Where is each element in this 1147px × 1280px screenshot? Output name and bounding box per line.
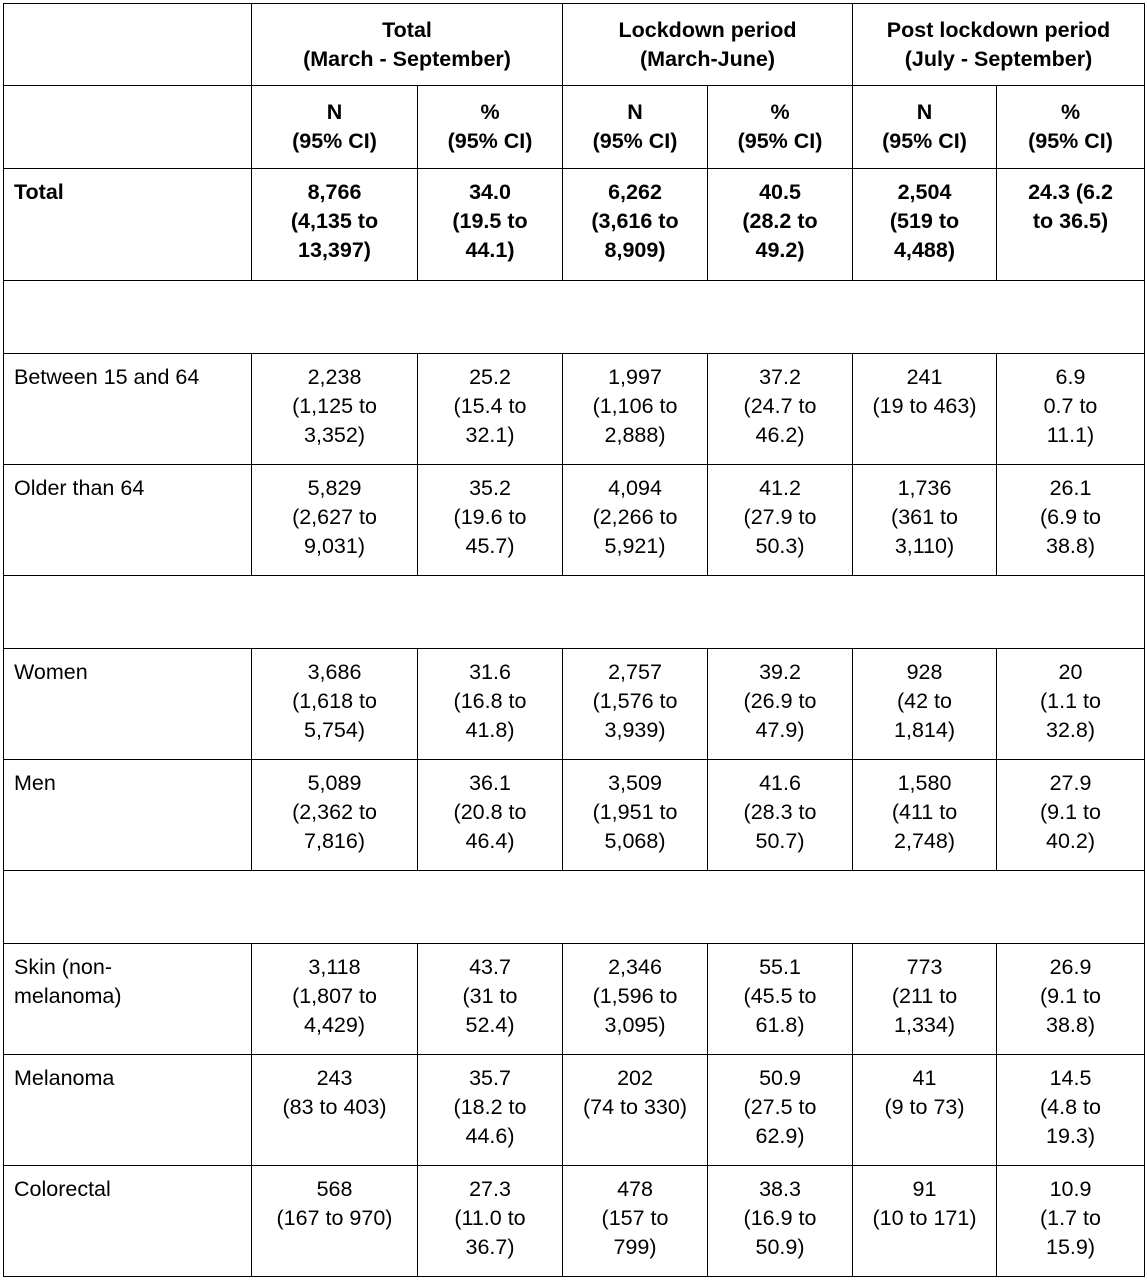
value-cell — [853, 944, 997, 1055]
cell-value: 41.2 (27.9 to 50.3) — [743, 476, 817, 558]
cell-value: 3,118 (1,807 to 4,429) — [292, 955, 377, 1037]
table-row — [4, 760, 1145, 871]
row-label-cell — [4, 465, 252, 576]
value-cell — [563, 1055, 708, 1166]
value-cell — [853, 354, 997, 465]
cell-value: 5,829 (2,627 to 9,031) — [292, 476, 377, 558]
cell-value: 36.1 (20.8 to 46.4) — [453, 771, 527, 853]
row-label-cell — [4, 649, 252, 760]
table-row — [4, 1166, 1145, 1277]
subheader-label: N (95% CI) — [592, 100, 678, 153]
cell-value: 478 (157 to 799) — [601, 1177, 669, 1259]
cell-value: 8,766 (4,135 to 13,397) — [290, 180, 379, 262]
header-group-title: Total — [382, 18, 432, 42]
header-group-title: Post lockdown period — [886, 18, 1111, 42]
value-cell — [563, 944, 708, 1055]
row-label: Total — [14, 180, 64, 204]
cell-value: 20 (1.1 to 32.8) — [1040, 660, 1101, 742]
cell-value: 6.9 0.7 to 11.1) — [1043, 365, 1098, 447]
header-group-period: (July - September) — [904, 47, 1093, 71]
value-cell — [252, 760, 418, 871]
cell-value: 50.9 (27.5 to 62.9) — [743, 1066, 817, 1148]
value-cell — [418, 760, 563, 871]
cell-value: 243 (83 to 403) — [282, 1066, 387, 1119]
value-cell — [418, 169, 563, 281]
subheader-label: N (95% CI) — [292, 100, 377, 153]
value-cell — [708, 465, 853, 576]
value-cell — [563, 465, 708, 576]
value-cell — [997, 760, 1145, 871]
value-cell — [252, 944, 418, 1055]
value-cell — [853, 649, 997, 760]
row-label-cell — [4, 944, 252, 1055]
value-cell — [997, 944, 1145, 1055]
header-group-period: (March-June) — [640, 47, 775, 71]
cell-value: 1,736 (361 to 3,110) — [891, 476, 958, 558]
cell-value: 35.7 (18.2 to 44.6) — [453, 1066, 527, 1148]
header-group-period: (March - September) — [303, 47, 511, 71]
header-corner-cell — [4, 4, 252, 86]
cell-value: 26.1 (6.9 to 38.8) — [1040, 476, 1101, 558]
value-cell — [563, 760, 708, 871]
row-label: Women — [14, 660, 88, 684]
table-row — [4, 1055, 1145, 1166]
value-cell — [418, 649, 563, 760]
row-label: Colorectal — [14, 1177, 111, 1201]
row-label-cell — [4, 760, 252, 871]
value-cell — [418, 465, 563, 576]
cell-value: 1,580 (411 to 2,748) — [891, 771, 958, 853]
cell-value: 5,089 (2,362 to 7,816) — [292, 771, 377, 853]
cell-value: 27.9 (9.1 to 40.2) — [1040, 771, 1101, 853]
value-cell — [708, 169, 853, 281]
table-row — [4, 944, 1145, 1055]
subheader-label: % (95% CI) — [737, 100, 823, 153]
cell-value: 24.3 (6.2 to 36.5) — [1028, 180, 1113, 233]
results-table — [3, 3, 1145, 1277]
cell-value: 241 (19 to 463) — [872, 365, 977, 418]
cell-value: 773 (211 to 1,334) — [891, 955, 958, 1037]
header-group-row — [4, 4, 1145, 86]
value-cell — [853, 1166, 997, 1277]
value-cell — [853, 169, 997, 281]
value-cell — [418, 944, 563, 1055]
value-cell — [418, 1166, 563, 1277]
cell-value: 2,757 (1,576 to 3,939) — [592, 660, 678, 742]
subheader-row — [4, 86, 1145, 169]
subheader-label: % (95% CI) — [1028, 100, 1113, 153]
value-cell — [563, 354, 708, 465]
value-cell — [708, 944, 853, 1055]
cell-value: 41 (9 to 73) — [884, 1066, 965, 1119]
value-cell — [708, 760, 853, 871]
spacer-row — [4, 576, 1145, 649]
cell-value: 2,346 (1,596 to 3,095) — [592, 955, 678, 1037]
value-cell — [418, 1055, 563, 1166]
cell-value: 14.5 (4.8 to 19.3) — [1040, 1066, 1101, 1148]
subheader-cell — [252, 86, 418, 169]
cell-value: 6,262 (3,616 to 8,909) — [591, 180, 679, 262]
cell-value: 41.6 (28.3 to 50.7) — [743, 771, 817, 853]
row-label-cell — [4, 354, 252, 465]
value-cell — [708, 649, 853, 760]
spacer-row — [4, 281, 1145, 354]
row-label-cell — [4, 1055, 252, 1166]
header-group-1 — [252, 4, 563, 86]
value-cell — [708, 1055, 853, 1166]
cell-value: 37.2 (24.7 to 46.2) — [743, 365, 817, 447]
spacer-cell — [4, 576, 1145, 649]
cell-value: 40.5 (28.2 to 49.2) — [742, 180, 818, 262]
cell-value: 3,509 (1,951 to 5,068) — [592, 771, 678, 853]
cell-value: 4,094 (2,266 to 5,921) — [592, 476, 678, 558]
value-cell — [252, 465, 418, 576]
cell-value: 2,504 (519 to 4,488) — [889, 180, 960, 262]
cell-value: 35.2 (19.6 to 45.7) — [453, 476, 527, 558]
subheader-cell — [418, 86, 563, 169]
subheader-cell — [708, 86, 853, 169]
subheader-label: N (95% CI) — [882, 100, 967, 153]
row-label: Older than 64 — [14, 476, 145, 500]
cell-value: 91 (10 to 171) — [872, 1177, 977, 1230]
value-cell — [997, 354, 1145, 465]
cell-value: 1,997 (1,106 to 2,888) — [592, 365, 678, 447]
value-cell — [708, 354, 853, 465]
value-cell — [252, 1166, 418, 1277]
row-label-cell — [4, 169, 252, 281]
row-label: Skin (non- melanoma) — [14, 955, 122, 1008]
subheader-cell — [4, 86, 252, 169]
value-cell — [252, 169, 418, 281]
row-label: Men — [14, 771, 56, 795]
cell-value: 27.3 (11.0 to 36.7) — [454, 1177, 526, 1259]
header-group-title: Lockdown period — [618, 18, 797, 42]
cell-value: 26.9 (9.1 to 38.8) — [1040, 955, 1101, 1037]
value-cell — [853, 1055, 997, 1166]
value-cell — [708, 1166, 853, 1277]
subheader-cell — [997, 86, 1145, 169]
cell-value: 31.6 (16.8 to 41.8) — [453, 660, 527, 742]
cell-value: 38.3 (16.9 to 50.9) — [743, 1177, 817, 1259]
value-cell — [563, 1166, 708, 1277]
value-cell — [418, 354, 563, 465]
cell-value: 2,238 (1,125 to 3,352) — [292, 365, 377, 447]
value-cell — [563, 169, 708, 281]
value-cell — [997, 1166, 1145, 1277]
value-cell — [853, 465, 997, 576]
subheader-label: % (95% CI) — [447, 100, 533, 153]
cell-value: 55.1 (45.5 to 61.8) — [743, 955, 817, 1037]
cell-value: 568 (167 to 970) — [276, 1177, 393, 1230]
spacer-cell — [4, 871, 1145, 944]
cell-value: 928 (42 to 1,814) — [894, 660, 955, 742]
value-cell — [853, 760, 997, 871]
value-cell — [997, 1055, 1145, 1166]
spacer-cell — [4, 281, 1145, 354]
value-cell — [997, 169, 1145, 281]
value-cell — [997, 649, 1145, 760]
table-row — [4, 354, 1145, 465]
value-cell — [563, 649, 708, 760]
subheader-cell — [563, 86, 708, 169]
header-group-3 — [853, 4, 1145, 86]
table-row — [4, 465, 1145, 576]
value-cell — [252, 649, 418, 760]
cell-value: 202 (74 to 330) — [583, 1066, 687, 1119]
value-cell — [997, 465, 1145, 576]
cell-value: 25.2 (15.4 to 32.1) — [453, 365, 527, 447]
subheader-cell — [853, 86, 997, 169]
cell-value: 10.9 (1.7 to 15.9) — [1040, 1177, 1101, 1259]
row-label-cell — [4, 1166, 252, 1277]
row-label: Between 15 and 64 — [14, 365, 200, 389]
row-label: Melanoma — [14, 1066, 115, 1090]
cell-value: 34.0 (19.5 to 44.1) — [452, 180, 528, 262]
value-cell — [252, 1055, 418, 1166]
cell-value: 39.2 (26.9 to 47.9) — [743, 660, 817, 742]
header-group-2 — [563, 4, 853, 86]
table-row — [4, 169, 1145, 281]
table-row — [4, 649, 1145, 760]
spacer-row — [4, 871, 1145, 944]
cell-value: 3,686 (1,618 to 5,754) — [292, 660, 377, 742]
cell-value: 43.7 (31 to 52.4) — [462, 955, 518, 1037]
value-cell — [252, 354, 418, 465]
